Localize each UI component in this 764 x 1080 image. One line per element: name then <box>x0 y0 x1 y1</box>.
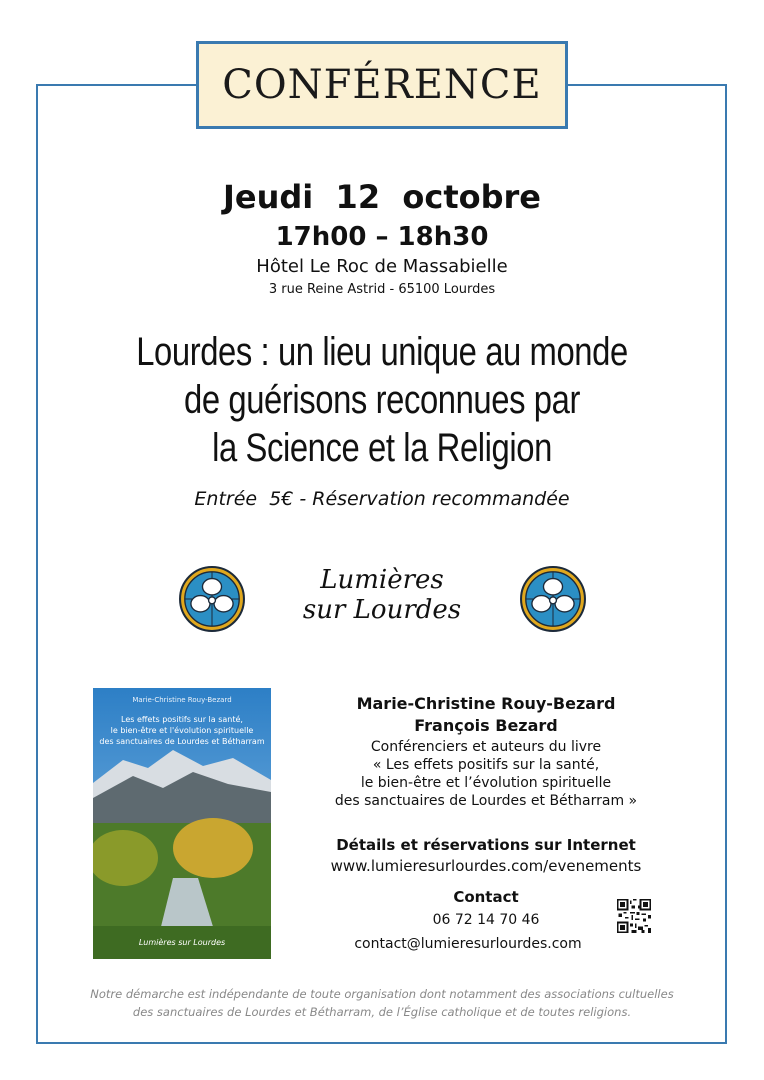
event-address: 3 rue Reine Astrid - 65100 Lourdes <box>268 282 496 297</box>
book-title-line: le bien-être et l’évolution spirituelle <box>360 775 612 791</box>
speaker-name: Marie-Christine Rouy-Bezard <box>356 694 616 713</box>
headline-line: de guérisons reconnues par <box>184 378 580 422</box>
book-author: Marie-Christine Rouy-Bezard <box>132 696 232 704</box>
stained-glass-emblem-icon <box>519 565 587 633</box>
logo-line: sur Lourdes <box>302 595 462 625</box>
event-time: 17h00 – 18h30 <box>275 222 489 252</box>
book-brand: Lumières sur Lourdes <box>138 938 226 947</box>
disclaimer-line: Notre démarche est indépendante de toute organisation dont notamment des associations cultuelles <box>90 987 674 1001</box>
headline-line: la Science et la Religion <box>212 426 552 470</box>
conference-headline <box>69 328 695 472</box>
book-cover <box>93 688 271 959</box>
book-title-line: Les effets positifs sur la santé, <box>121 715 243 724</box>
header-box <box>196 41 568 129</box>
page-title: CONFÉRENCE <box>222 62 542 108</box>
qr-code-icon[interactable] <box>617 899 651 933</box>
disclaimer <box>60 985 704 1021</box>
details-url-link[interactable]: www.lumieresurlourdes.com/evenements <box>330 857 642 875</box>
stained-glass-emblem-icon <box>178 565 246 633</box>
headline-line: Lourdes : un lieu unique au monde <box>136 330 628 374</box>
event-date: Jeudi 12 octobre <box>223 178 541 216</box>
disclaimer-line: des sanctuaires de Lourdes et Bétharram, de l’Église catholique et de toutes religions. <box>132 1005 632 1019</box>
book-title-line: le bien-être et l'évolution spirituelle <box>110 726 254 735</box>
speaker-names <box>318 693 654 737</box>
speaker-name: François Bezard <box>414 716 558 735</box>
event-venue: Hôtel Le Roc de Massabielle <box>256 256 508 277</box>
book-title-line: « Les effets positifs sur la santé, <box>372 757 600 773</box>
contact-email-link[interactable]: contact@lumieresurlourdes.com <box>354 936 582 952</box>
contact-heading: Contact <box>453 888 519 906</box>
book-title <box>93 714 271 747</box>
logo-line: Lumières <box>320 565 444 595</box>
details-heading: Détails et réservations sur Internet <box>336 836 636 854</box>
price-line: Entrée 5€ - Réservation recommandée <box>194 488 570 510</box>
contact-phone[interactable]: 06 72 14 70 46 <box>432 912 540 928</box>
book-title-line: des sanctuaires de Lourdes et Bétharram <box>99 737 265 746</box>
book-title-line: des sanctuaires de Lourdes et Bétharram » <box>334 793 638 809</box>
speaker-book-title <box>318 756 654 810</box>
speaker-role: Conférenciers et auteurs du livre <box>370 739 602 755</box>
lumieres-logo <box>290 565 474 625</box>
